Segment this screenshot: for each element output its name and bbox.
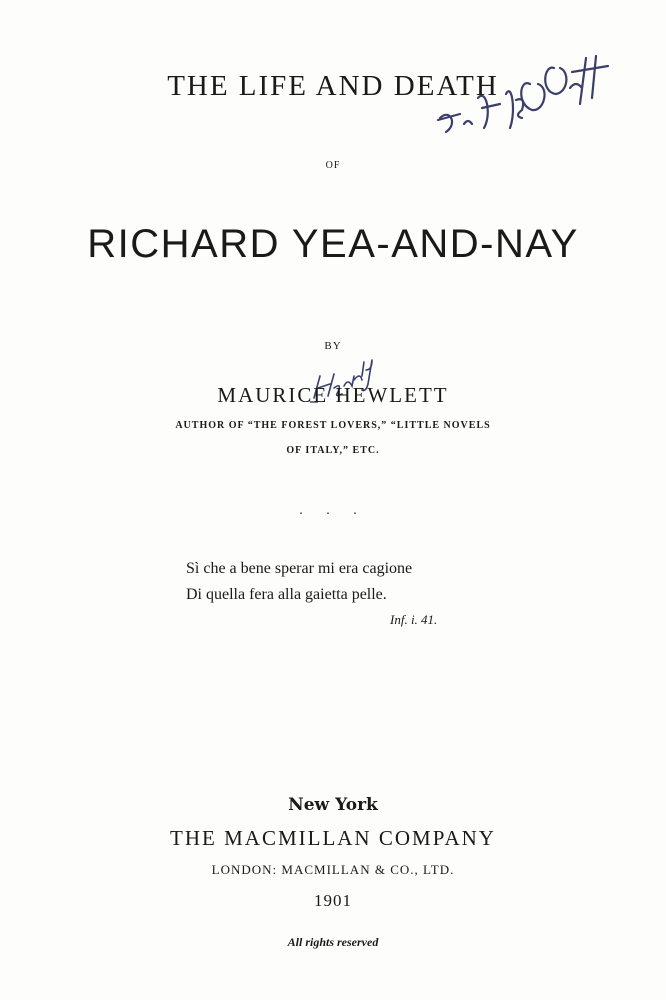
rights-notice: All rights reserved: [287, 935, 379, 949]
title-line-1: THE LIFE AND DEATH: [167, 70, 499, 102]
author-name: MAURICE HEWLETT: [217, 383, 449, 407]
publisher-london: LONDON: MACMILLAN & CO., LTD.: [211, 862, 455, 877]
handwritten-signature: [420, 28, 630, 148]
author-credits-line-2: OF ITALY,” ETC.: [286, 445, 380, 456]
epigraph-line-1: Sì che a bene sperar mi era cagione: [186, 560, 413, 577]
author-credits-line-1: AUTHOR OF “THE FOREST LOVERS,” “LITTLE NOVELS: [175, 420, 491, 431]
ornament-dots: . . .: [299, 503, 367, 518]
byline-by: BY: [324, 340, 342, 352]
epigraph-citation: Inf. i. 41.: [390, 612, 438, 627]
book-title: RICHARD YEA-AND-NAY: [87, 222, 579, 266]
publication-year: 1901: [314, 891, 352, 910]
imprint-place: New York: [288, 795, 378, 815]
publisher-name: THE MACMILLAN COMPANY: [170, 826, 496, 850]
epigraph-line-2: Di quella fera alla gaietta pelle.: [186, 586, 387, 603]
title-of: OF: [325, 160, 341, 171]
